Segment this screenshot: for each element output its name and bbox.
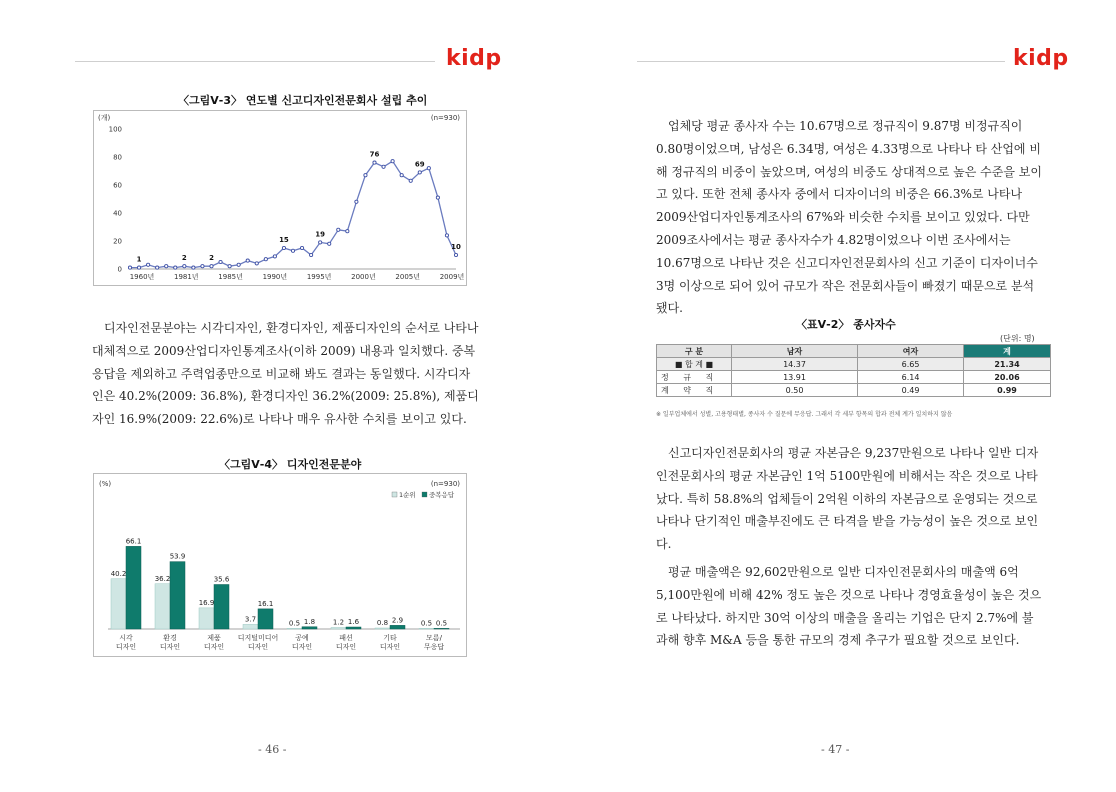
data-point <box>445 234 448 237</box>
data-point <box>165 265 168 268</box>
category-label: 기타 <box>383 634 397 642</box>
data-label: 10 <box>451 243 461 251</box>
data-label: 76 <box>369 150 380 159</box>
figure3-line-chart <box>93 110 467 286</box>
kidp-logo-right: kidp <box>1013 46 1069 71</box>
bar <box>155 584 170 629</box>
data-point <box>319 241 322 244</box>
category-label: 디자인 <box>291 643 313 651</box>
legend-label: 1순위 <box>399 491 416 499</box>
table-cell: 13.91 <box>732 371 858 384</box>
bar-value-label: 36.2 <box>154 574 171 583</box>
x-tick-label: 2000년 <box>351 273 376 281</box>
bar-chart-svg <box>94 474 466 656</box>
data-point <box>147 263 150 266</box>
table-row <box>657 384 1051 397</box>
table-header-row <box>657 345 1051 358</box>
category-label: 디자인 <box>115 643 137 651</box>
bar <box>126 546 141 629</box>
category-label: 무응답 <box>423 643 445 651</box>
bar-value-label: 16.9 <box>198 598 215 607</box>
data-label: 15 <box>279 236 289 244</box>
right-header-rule <box>637 61 1005 62</box>
bar-value-label: 0.5 <box>420 619 433 628</box>
table-cell: 0.50 <box>732 384 858 397</box>
data-point <box>228 265 231 268</box>
chart-n-label: (n=930) <box>430 114 460 122</box>
data-point <box>373 161 376 164</box>
right-paragraph-1: 업체당 평균 종사자 수는 10.67명으로 정규직이 9.87명 비정규직이 0.80명이었으며, 남성은 6.34명, 여성은 4.33명으로 나타나 타 산업에 비해 정규직의 비중이 높았으며, 여성의 비중도 상대적으로 높은 수준을 보이고 있다. 또한 전체 종사자 중에서 디자이너의 비중은 66.3%로 나타나 2009산업디자인통계조사의 67%와 비슷한 수치를 보이고 있었다. 다만 2009조사에서는 평균 종사자수가 4.82명이었으나 이번 조사에서는 10.67명으로 나타난 것은 신고디자인전문회사의 신고 기준이 디자이너수 3명 이상으로 되어 있어 규모가 작은 전문회사들이 빠졌기 때문으로 분석됐다. <box>656 119 1042 316</box>
y-tick-label: 80 <box>113 153 122 162</box>
category-label: 디자인 <box>379 643 401 651</box>
data-point <box>201 265 204 268</box>
data-point <box>255 262 258 265</box>
bar-value-label: 16.1 <box>257 599 274 608</box>
bar-value-label: 1.8 <box>303 617 316 626</box>
data-point <box>128 266 131 269</box>
data-label: 69 <box>414 160 425 169</box>
x-tick-label: 1985년 <box>218 273 243 281</box>
category-label: 공예 <box>295 634 309 642</box>
data-label: 19 <box>315 230 326 239</box>
bar <box>243 624 258 629</box>
data-point <box>454 253 457 256</box>
x-tick-label: 2005년 <box>395 273 421 281</box>
kidp-logo-left: kidp <box>446 46 502 71</box>
bar-value-label: 2.9 <box>391 616 404 625</box>
category-label: 모름/ <box>426 634 442 642</box>
data-point <box>355 200 358 203</box>
x-tick-label: 1981년 <box>173 273 199 281</box>
bar-value-label: 53.9 <box>169 552 186 561</box>
bar <box>170 562 185 629</box>
figure4-title: 〈그림Ⅴ-4〉 디자인전문분야 <box>219 458 362 471</box>
data-point <box>346 230 349 233</box>
table-cell: 6.14 <box>858 371 964 384</box>
y-tick-label: 100 <box>108 125 122 134</box>
bar <box>419 628 434 629</box>
category-label: 패션 <box>339 634 353 642</box>
table-cell: 0.99 <box>964 384 1051 397</box>
data-point <box>156 266 159 269</box>
data-point <box>418 171 421 174</box>
category-label: 디자인 <box>159 643 181 651</box>
category-label: 디자인 <box>335 643 357 651</box>
table-cell: 정 규 직 <box>657 371 732 384</box>
table2-title: 〈표Ⅴ-2〉 종사자수 <box>796 318 896 331</box>
bar-value-label: 0.8 <box>376 619 389 627</box>
bar <box>258 609 273 629</box>
data-point <box>282 246 285 249</box>
bar-value-label: 66.1 <box>125 537 142 546</box>
right-paragraph-2: 신고디자인전문회사의 평균 자본금은 9,237만원으로 나타나 일반 디자인전문회사의 평균 자본금인 1억 5100만원에 비해서는 작은 것으로 나타났다. 특히 58.8%의 업체들이 2억원 이하의 자본금으로 운영되는 것으로 나타나 단기적인 매출부진에도 큰 타격을 받을 가능성이 높은 것으로 보인다. <box>656 446 1039 552</box>
data-label: 2 <box>209 254 214 263</box>
data-point <box>264 258 267 261</box>
x-tick-label: 1990년 <box>262 273 288 281</box>
table-header-cell: 여자 <box>858 345 964 358</box>
data-point <box>409 179 412 182</box>
legend-swatch <box>422 492 427 497</box>
chart-unit-label: (개) <box>98 114 111 122</box>
data-point <box>310 253 313 256</box>
legend-label: 중복응답 <box>429 491 455 499</box>
data-point <box>291 249 294 252</box>
data-point <box>183 265 186 268</box>
table-cell: 6.65 <box>858 358 964 371</box>
table-header-cell: 계 <box>964 345 1051 358</box>
chart-unit-label: (%) <box>99 480 112 488</box>
table-cell: 21.34 <box>964 358 1051 371</box>
category-label: 시각 <box>119 634 133 642</box>
bar-value-label: 1.2 <box>332 618 345 627</box>
bar <box>287 628 302 629</box>
left-page-number: - 46 - <box>258 743 287 756</box>
y-tick-label: 0 <box>117 265 122 274</box>
data-point <box>427 167 430 170</box>
x-tick-label: 1995년 <box>306 273 332 281</box>
data-point <box>137 266 140 269</box>
bar <box>390 625 405 629</box>
table-cell: 14.37 <box>732 358 858 371</box>
table-cell: 계 약 직 <box>657 384 732 397</box>
figure4-bar-chart <box>93 473 467 657</box>
category-label: 환경 <box>163 634 177 642</box>
data-point <box>174 266 177 269</box>
data-point <box>391 160 394 163</box>
data-point <box>192 266 195 269</box>
bar <box>346 627 361 629</box>
y-tick-label: 60 <box>113 181 122 190</box>
right-paragraph-3: 평균 매출액은 92,602만원으로 일반 디자인전문회사의 매출액 6억 5,100만원에 비해 42% 정도 높은 것으로 나타나 경영효율성이 높은 것으로 나타났다. 하지만 30억 이상의 매출을 올리는 기업은 단지 2.7%에 불과해 향후 M&A 등을 통한 규모의 경제 추구가 필요할 것으로 보인다. <box>656 565 1042 648</box>
bar-value-label: 40.2 <box>110 569 127 578</box>
left-header-rule <box>75 61 435 62</box>
bar-value-label: 35.6 <box>213 575 230 584</box>
y-tick-label: 20 <box>113 237 122 246</box>
bar <box>302 627 317 629</box>
data-point <box>337 228 340 231</box>
table-cell: 0.49 <box>858 384 964 397</box>
category-label: 디지털미디어 <box>237 634 279 642</box>
legend-swatch <box>392 492 397 497</box>
bar <box>214 585 229 630</box>
bar <box>111 579 126 629</box>
bar <box>434 628 449 629</box>
table-cell: 20.06 <box>964 371 1051 384</box>
chart-n-label: (n=930) <box>430 480 460 488</box>
data-point <box>246 259 249 262</box>
category-label: 디자인 <box>247 643 269 651</box>
right-page-number: - 47 - <box>821 743 850 756</box>
line-chart-svg <box>94 111 466 285</box>
bar-value-label: 0.5 <box>435 619 448 628</box>
data-point <box>382 165 385 168</box>
data-label: 2 <box>181 254 187 263</box>
x-tick-label: 1960년 <box>129 273 155 281</box>
data-point <box>364 174 367 177</box>
data-point <box>219 260 222 263</box>
bar <box>331 628 346 630</box>
data-point <box>328 242 331 245</box>
table-row <box>657 358 1051 371</box>
data-point <box>436 196 439 199</box>
data-point <box>237 263 240 266</box>
table2-note: ※ 일부업체에서 성별, 고용형태별, 종사자 수 질문에 무응답. 그래서 각 세부 항목의 합과 전체 계가 일치하지 않음 <box>656 411 953 418</box>
table-header-cell: 구 분 <box>657 345 732 358</box>
table-row <box>657 371 1051 384</box>
data-label: 1 <box>136 255 142 264</box>
table2-workers <box>656 344 1051 397</box>
figure3-title: 〈그림Ⅴ-3〉 연도별 신고디자인전문회사 설립 추이 <box>178 94 428 107</box>
x-tick-label: 2009년 <box>439 273 465 281</box>
bar-value-label: 1.6 <box>347 618 360 626</box>
category-label: 디자인 <box>203 643 225 651</box>
bar-value-label: 0.5 <box>288 619 301 628</box>
bar <box>199 608 214 629</box>
data-point <box>273 255 276 258</box>
y-tick-label: 40 <box>113 209 122 218</box>
data-point <box>400 174 403 177</box>
table-header-cell: 남자 <box>732 345 858 358</box>
table-cell: ■ 합 계 ■ <box>657 358 732 371</box>
data-point <box>300 246 303 249</box>
category-label: 제품 <box>207 634 221 642</box>
table2-unit: (단위: 명) <box>1000 334 1035 343</box>
bar <box>375 628 390 629</box>
data-point <box>210 265 213 268</box>
left-paragraph-1: 디자인전문분야는 시각디자인, 환경디자인, 제품디자인의 순서로 나타나 대체적으로 2009산업디자인통계조사(이하 2009) 내용과 일치했다. 중복응답을 제외하고 주력업종만으로 비교해 봐도 결과는 동일했다. 시각디자인은 40.2%(2009: 36.8%), 환경디자인 36.2%(2009: 25.8%), 제품디자인 16.9%(2009: 22.6%)로 나타나 매우 유사한 수치를 보이고 있다. <box>92 321 479 427</box>
bar-value-label: 3.7 <box>244 615 257 624</box>
